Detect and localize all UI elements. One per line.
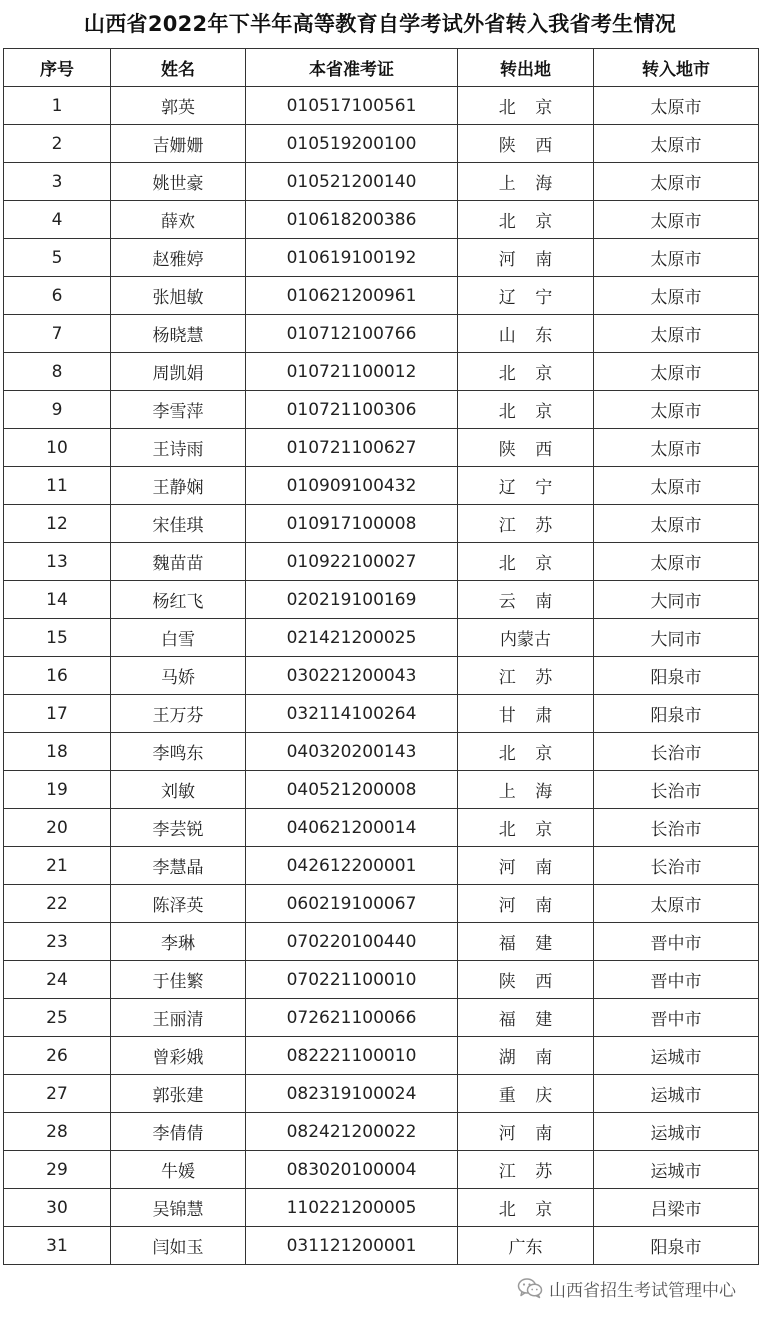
cell-cert: 032114100264 — [246, 695, 458, 733]
cell-origin: 北 京 — [458, 809, 594, 847]
cell-cert: 082319100024 — [246, 1075, 458, 1113]
cell-origin: 福 建 — [458, 923, 594, 961]
cell-cert: 110221200005 — [246, 1189, 458, 1227]
cell-no: 14 — [4, 581, 111, 619]
table-row — [4, 1189, 759, 1227]
cell-cert: 031121200001 — [246, 1227, 458, 1265]
cell-no: 11 — [4, 467, 111, 505]
cell-name: 吴锦慧 — [111, 1189, 246, 1227]
cell-cert: 010618200386 — [246, 201, 458, 239]
table-row — [4, 1151, 759, 1189]
table-row — [4, 201, 759, 239]
cell-dest: 晋中市 — [594, 923, 759, 961]
cell-dest: 太原市 — [594, 239, 759, 277]
cell-dest: 大同市 — [594, 619, 759, 657]
cell-origin: 重 庆 — [458, 1075, 594, 1113]
cell-name: 李琳 — [111, 923, 246, 961]
cell-dest: 长治市 — [594, 771, 759, 809]
cell-name: 刘敏 — [111, 771, 246, 809]
table-row — [4, 999, 759, 1037]
cell-cert: 010909100432 — [246, 467, 458, 505]
table-row — [4, 695, 759, 733]
cell-name: 于佳繁 — [111, 961, 246, 999]
cell-no: 16 — [4, 657, 111, 695]
cell-dest: 太原市 — [594, 125, 759, 163]
cell-origin: 陕 西 — [458, 429, 594, 467]
cell-name: 姚世豪 — [111, 163, 246, 201]
cell-no: 17 — [4, 695, 111, 733]
cell-cert: 010721100306 — [246, 391, 458, 429]
cell-origin: 陕 西 — [458, 961, 594, 999]
cell-name: 李芸锐 — [111, 809, 246, 847]
cell-no: 18 — [4, 733, 111, 771]
cell-name: 王万芬 — [111, 695, 246, 733]
cell-dest: 长治市 — [594, 847, 759, 885]
table-row — [4, 391, 759, 429]
cell-no: 24 — [4, 961, 111, 999]
cell-no: 29 — [4, 1151, 111, 1189]
cell-name: 李倩倩 — [111, 1113, 246, 1151]
cell-cert: 010519200100 — [246, 125, 458, 163]
header-origin: 转出地 — [458, 49, 594, 87]
cell-origin: 北 京 — [458, 353, 594, 391]
table-row — [4, 353, 759, 391]
cell-origin: 北 京 — [458, 543, 594, 581]
cell-cert: 040621200014 — [246, 809, 458, 847]
cell-name: 王丽清 — [111, 999, 246, 1037]
cell-no: 2 — [4, 125, 111, 163]
cell-dest: 太原市 — [594, 163, 759, 201]
cell-origin: 甘 肃 — [458, 695, 594, 733]
cell-origin: 北 京 — [458, 1189, 594, 1227]
table-row — [4, 239, 759, 277]
cell-cert: 010721100627 — [246, 429, 458, 467]
table-row — [4, 733, 759, 771]
cell-no: 9 — [4, 391, 111, 429]
cell-no: 23 — [4, 923, 111, 961]
cell-dest: 阳泉市 — [594, 1227, 759, 1265]
cell-no: 13 — [4, 543, 111, 581]
cell-dest: 大同市 — [594, 581, 759, 619]
table-row — [4, 771, 759, 809]
table-row — [4, 1113, 759, 1151]
cell-dest: 太原市 — [594, 505, 759, 543]
cell-cert: 070220100440 — [246, 923, 458, 961]
cell-cert: 030221200043 — [246, 657, 458, 695]
table-row — [4, 315, 759, 353]
table-header-row — [4, 49, 759, 87]
cell-origin: 江 苏 — [458, 505, 594, 543]
cell-name: 吉姗姗 — [111, 125, 246, 163]
cell-origin: 云 南 — [458, 581, 594, 619]
cell-origin: 山 东 — [458, 315, 594, 353]
cell-dest: 太原市 — [594, 87, 759, 125]
header-cert: 本省准考证 — [246, 49, 458, 87]
cell-no: 26 — [4, 1037, 111, 1075]
cell-origin: 江 苏 — [458, 657, 594, 695]
cell-origin: 河 南 — [458, 1113, 594, 1151]
cell-name: 郭张建 — [111, 1075, 246, 1113]
cell-name: 薛欢 — [111, 201, 246, 239]
cell-name: 李慧晶 — [111, 847, 246, 885]
cell-name: 郭英 — [111, 87, 246, 125]
cell-origin: 江 苏 — [458, 1151, 594, 1189]
cell-no: 20 — [4, 809, 111, 847]
table-header — [4, 49, 759, 87]
cell-origin: 北 京 — [458, 87, 594, 125]
cell-origin: 河 南 — [458, 847, 594, 885]
table-row — [4, 543, 759, 581]
cell-cert: 083020100004 — [246, 1151, 458, 1189]
cell-dest: 太原市 — [594, 467, 759, 505]
cell-no: 7 — [4, 315, 111, 353]
wechat-icon — [517, 1277, 543, 1299]
table-row — [4, 619, 759, 657]
cell-name: 陈泽英 — [111, 885, 246, 923]
header-no: 序号 — [4, 49, 111, 87]
cell-dest: 长治市 — [594, 733, 759, 771]
table-row — [4, 125, 759, 163]
table-row — [4, 657, 759, 695]
table-row — [4, 1037, 759, 1075]
footer-source — [517, 1276, 736, 1300]
cell-name: 王诗雨 — [111, 429, 246, 467]
cell-no: 30 — [4, 1189, 111, 1227]
cell-no: 22 — [4, 885, 111, 923]
cell-name: 闫如玉 — [111, 1227, 246, 1265]
cell-cert: 020219100169 — [246, 581, 458, 619]
cell-cert: 040521200008 — [246, 771, 458, 809]
cell-name: 杨晓慧 — [111, 315, 246, 353]
table-row — [4, 961, 759, 999]
table-row — [4, 429, 759, 467]
cell-dest: 运城市 — [594, 1037, 759, 1075]
cell-origin: 内蒙古 — [458, 619, 594, 657]
cell-origin: 北 京 — [458, 391, 594, 429]
cell-dest: 阳泉市 — [594, 657, 759, 695]
cell-no: 10 — [4, 429, 111, 467]
cell-no: 4 — [4, 201, 111, 239]
candidates-table — [3, 48, 759, 1265]
table-row — [4, 1227, 759, 1265]
cell-cert: 082221100010 — [246, 1037, 458, 1075]
table-row — [4, 885, 759, 923]
cell-name: 周凯娟 — [111, 353, 246, 391]
cell-no: 19 — [4, 771, 111, 809]
table-body — [4, 87, 759, 1265]
cell-cert: 072621100066 — [246, 999, 458, 1037]
cell-name: 宋佳琪 — [111, 505, 246, 543]
cell-dest: 太原市 — [594, 201, 759, 239]
table-row — [4, 581, 759, 619]
cell-no: 6 — [4, 277, 111, 315]
cell-no: 31 — [4, 1227, 111, 1265]
table-row — [4, 163, 759, 201]
cell-name: 赵雅婷 — [111, 239, 246, 277]
cell-cert: 010721100012 — [246, 353, 458, 391]
cell-no: 3 — [4, 163, 111, 201]
table-row — [4, 923, 759, 961]
cell-cert: 010712100766 — [246, 315, 458, 353]
cell-dest: 运城市 — [594, 1075, 759, 1113]
cell-origin: 北 京 — [458, 201, 594, 239]
cell-dest: 长治市 — [594, 809, 759, 847]
cell-name: 白雪 — [111, 619, 246, 657]
page-title: 山西省2022年下半年高等教育自学考试外省转入我省考生情况 — [83, 12, 677, 36]
cell-no: 12 — [4, 505, 111, 543]
cell-origin: 河 南 — [458, 885, 594, 923]
cell-no: 28 — [4, 1113, 111, 1151]
cell-cert: 070221100010 — [246, 961, 458, 999]
cell-origin: 河 南 — [458, 239, 594, 277]
cell-name: 曾彩娥 — [111, 1037, 246, 1075]
cell-cert: 060219100067 — [246, 885, 458, 923]
cell-origin: 上 海 — [458, 771, 594, 809]
cell-dest: 太原市 — [594, 543, 759, 581]
header-dest: 转入地市 — [594, 49, 759, 87]
cell-dest: 运城市 — [594, 1151, 759, 1189]
table-row — [4, 87, 759, 125]
cell-no: 8 — [4, 353, 111, 391]
cell-cert: 082421200022 — [246, 1113, 458, 1151]
cell-name: 魏苗苗 — [111, 543, 246, 581]
cell-origin: 湖 南 — [458, 1037, 594, 1075]
cell-name: 王静娴 — [111, 467, 246, 505]
cell-cert: 010521200140 — [246, 163, 458, 201]
cell-cert: 010621200961 — [246, 277, 458, 315]
cell-origin: 辽 宁 — [458, 277, 594, 315]
cell-dest: 晋中市 — [594, 999, 759, 1037]
cell-name: 牛媛 — [111, 1151, 246, 1189]
table-row — [4, 1075, 759, 1113]
cell-no: 5 — [4, 239, 111, 277]
footer-source-text: 山西省招生考试管理中心 — [549, 1280, 736, 1301]
cell-origin: 上 海 — [458, 163, 594, 201]
cell-cert: 010517100561 — [246, 87, 458, 125]
cell-dest: 太原市 — [594, 277, 759, 315]
cell-name: 李雪萍 — [111, 391, 246, 429]
cell-no: 15 — [4, 619, 111, 657]
cell-cert: 010922100027 — [246, 543, 458, 581]
cell-cert: 010917100008 — [246, 505, 458, 543]
table-row — [4, 847, 759, 885]
cell-dest: 太原市 — [594, 885, 759, 923]
cell-no: 25 — [4, 999, 111, 1037]
header-name: 姓名 — [111, 49, 246, 87]
cell-dest: 太原市 — [594, 429, 759, 467]
cell-dest: 阳泉市 — [594, 695, 759, 733]
table-row — [4, 505, 759, 543]
cell-dest: 晋中市 — [594, 961, 759, 999]
cell-dest: 太原市 — [594, 315, 759, 353]
cell-no: 1 — [4, 87, 111, 125]
table-row — [4, 277, 759, 315]
cell-cert: 040320200143 — [246, 733, 458, 771]
cell-origin: 广东 — [458, 1227, 594, 1265]
cell-dest: 运城市 — [594, 1113, 759, 1151]
cell-origin: 陕 西 — [458, 125, 594, 163]
cell-origin: 福 建 — [458, 999, 594, 1037]
cell-cert: 021421200025 — [246, 619, 458, 657]
cell-cert: 042612200001 — [246, 847, 458, 885]
cell-no: 21 — [4, 847, 111, 885]
cell-cert: 010619100192 — [246, 239, 458, 277]
cell-dest: 太原市 — [594, 353, 759, 391]
cell-no: 27 — [4, 1075, 111, 1113]
cell-name: 李鸣东 — [111, 733, 246, 771]
cell-dest: 太原市 — [594, 391, 759, 429]
cell-origin: 辽 宁 — [458, 467, 594, 505]
cell-name: 张旭敏 — [111, 277, 246, 315]
cell-origin: 北 京 — [458, 733, 594, 771]
table-row — [4, 809, 759, 847]
cell-name: 马娇 — [111, 657, 246, 695]
cell-dest: 吕梁市 — [594, 1189, 759, 1227]
cell-name: 杨红飞 — [111, 581, 246, 619]
table-row — [4, 467, 759, 505]
